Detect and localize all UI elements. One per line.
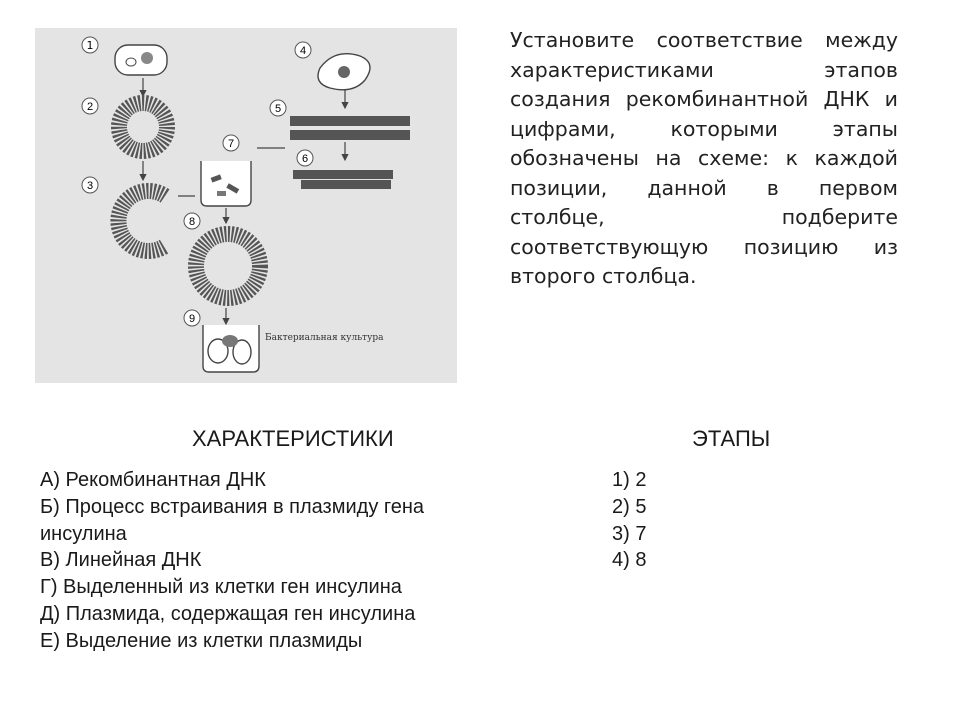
characteristics-list: [40, 467, 520, 655]
step-label-1: 1: [86, 39, 94, 52]
step-label-6: 6: [301, 153, 309, 165]
step-label-8: 8: [188, 216, 196, 228]
fragment-c: [217, 191, 226, 196]
insulin-gene-fragment: [293, 170, 393, 179]
stage-item: 3) 7: [612, 522, 647, 545]
task-text: Установите соответствие между характеристиками этапов создания рекомбинантной ДНК и цифрами, которыми этапы обозначены на схеме: к каждой позиции, данной в первом столбце, подберите соответствующую позицию из второго столбца.: [510, 28, 898, 288]
stage-item: 1) 2: [612, 469, 647, 491]
step-label-5: 5: [274, 103, 282, 115]
recombinant-dna-diagram: [35, 28, 457, 383]
characteristic-item: В) Линейная ДНК: [40, 549, 202, 572]
characteristics-header: ХАРАКТЕРИСТИКИ: [192, 426, 394, 451]
characteristic-item-continuation: инсулина: [40, 522, 127, 545]
step-label-7: 7: [227, 138, 235, 150]
step-label-2: 2: [86, 101, 94, 113]
stage-item: 4) 8: [612, 549, 647, 572]
stage-item: 2) 5: [612, 495, 647, 518]
characteristic-item: А) Рекомбинантная ДНК: [40, 469, 266, 491]
dna-strip-upper: [290, 116, 410, 126]
step-label-4: 4: [299, 45, 307, 57]
characteristic-item: Д) Плазмида, содержащая ген инсулина: [40, 602, 416, 625]
mixing-beaker: [201, 161, 251, 206]
culture-label: Бактериальная культура: [265, 333, 384, 343]
characteristic-item: Б) Процесс встраивания в плазмиду гена: [40, 495, 425, 518]
dna-strip-lower: [290, 130, 410, 140]
bacterial-chromosome: [141, 52, 153, 64]
cell-nucleus: [338, 66, 350, 78]
stages-list: [612, 467, 646, 574]
stages-header: ЭТАПЫ: [692, 426, 771, 451]
bacterium-c: [222, 335, 238, 347]
characteristic-item: Г) Выделенный из клетки ген инсулина: [40, 576, 402, 599]
bacterium-cell: [115, 45, 167, 75]
insulin-gene-fragment-2: [301, 180, 391, 189]
step-label-3: 3: [86, 180, 94, 192]
step-label-9: 9: [188, 313, 196, 325]
characteristic-item: Е) Выделение из клетки плазмиды: [40, 629, 363, 652]
